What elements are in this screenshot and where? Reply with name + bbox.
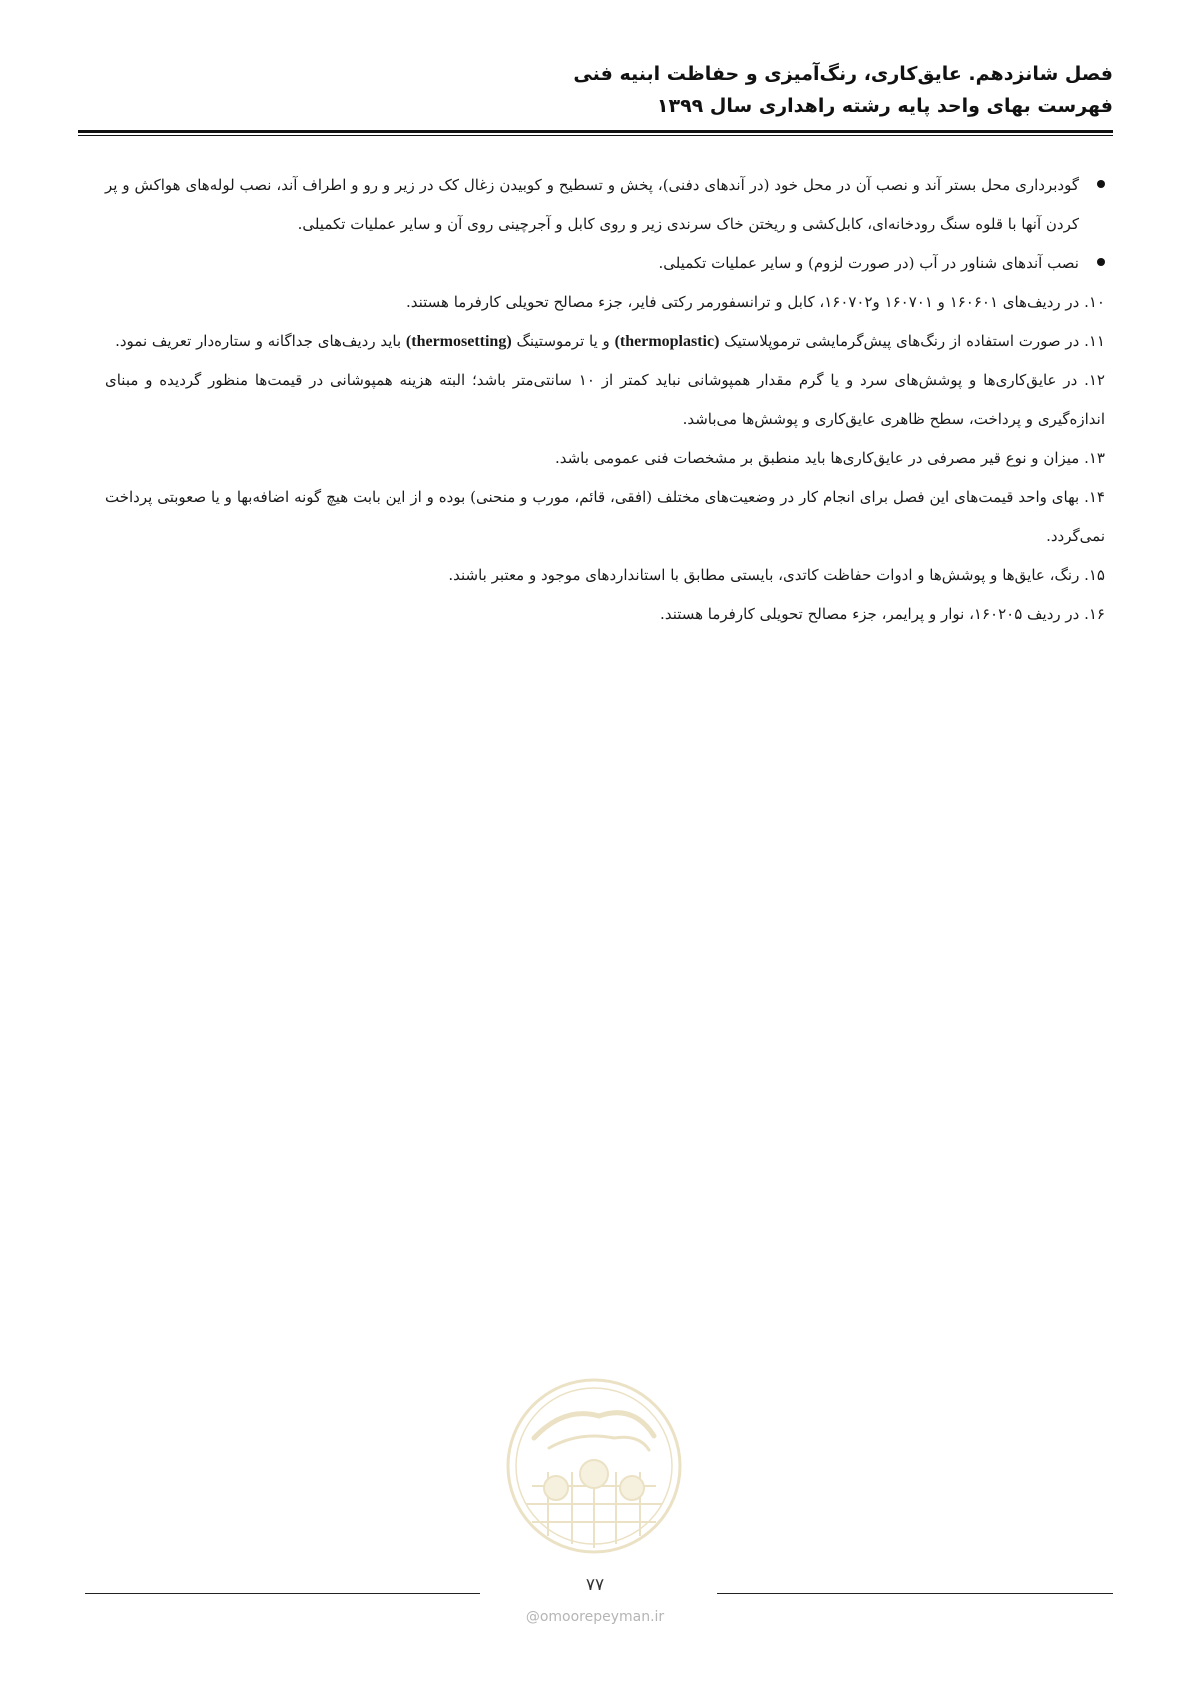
footer-rule	[717, 1593, 1113, 1594]
header-rule	[78, 130, 1113, 133]
body-text	[105, 166, 1105, 634]
bullet-item	[105, 166, 1105, 244]
clause-10: ۱۰. در ردیف‌های ۱۶۰۶۰۱ و ۱۶۰۷۰۱ و۱۶۰۷۰۲، کابل و ترانسفورمر رکتی فایر، جزء مصالح تحویلی کارفرما هستند.	[405, 293, 1105, 311]
site-watermark-text: @omoorepeyman.ir	[525, 1609, 665, 1625]
clause-16: ۱۶. در ردیف ۱۶۰۲۰۵، نوار و پرایمر، جزء مصالح تحویلی کارفرما هستند.	[660, 605, 1105, 623]
clause-11-part-c: باید ردیف‌های جداگانه و ستاره‌دار تعریف نمود.	[115, 332, 402, 350]
clause-15: ۱۵. رنگ، عایق‌ها و پوشش‌ها و ادوات حفاظت کاتدی، بایستی مطابق با استانداردهای موجود و معتبر باشند.	[448, 566, 1105, 584]
bullet-dot-icon	[1097, 180, 1105, 188]
document-title: فهرست بهای واحد پایه رشته راهداری سال ۱۳۹۹	[656, 95, 1113, 117]
header-rule-thin	[78, 135, 1113, 136]
clause-13: ۱۳. میزان و نوع قیر مصرفی در عایق‌کاری‌ها باید منطبق بر مشخصات فنی عمومی باشد.	[554, 449, 1105, 467]
clause-11-part-b: و یا ترموستینگ	[516, 332, 610, 350]
clause-11	[105, 322, 1105, 361]
chapter-title: فصل شانزدهم. عایق‌کاری، رنگ‌آمیزی و حفاظت ابنیه فنی	[573, 63, 1113, 85]
watermark-logo-icon	[504, 1376, 684, 1556]
page-number: ۷۷	[585, 1575, 605, 1595]
clause-12: ۱۲. در عایق‌کاری‌ها و پوشش‌های سرد و یا گرم مقدار همپوشانی نباید کمتر از ۱۰ سانتی‌متر باشد؛ البته هزینه همپوشانی در قیمت‌ها منظور گردیده و مبنای اندازه‌گیری و پرداخت، سطح ظاهری عایق‌کاری و پوشش‌ها می‌باشد.	[105, 371, 1105, 428]
clause-14: ۱۴. بهای واحد قیمت‌های این فصل برای انجام کار در وضعیت‌های مختلف (افقی، قائم، مورب و منحنی) بوده و از این بابت هیچ گونه اضافه‌بها و یا صعوبتی پرداخت نمی‌گردد.	[105, 488, 1105, 545]
clause-11-part-a: ۱۱. در صورت استفاده از رنگ‌های پیش‌گرمایشی ترموپلاستیک	[724, 332, 1105, 350]
page-header	[79, 58, 1113, 122]
bullet-dot-icon	[1097, 258, 1105, 266]
thermosetting-term: (thermosetting)	[405, 333, 512, 350]
bullet-text: نصب آندهای شناور در آب (در صورت لزوم) و سایر عملیات تکمیلی.	[658, 254, 1079, 272]
footer-rule	[85, 1593, 480, 1594]
bullet-item	[105, 244, 1105, 283]
thermoplastic-term: (thermoplastic)	[614, 333, 720, 350]
bullet-text: گودبرداری محل بستر آند و نصب آن در محل خود (در آندهای دفنی)، پخش و تسطیح و کوبیدن زغال کک در زیر و رو و اطراف آند، نصب لوله‌های هواکش و پر کردن آنها با قلوه سنگ رودخانه‌ای، کابل‌کشی و ریختن خاک سرندی زیر و روی کابل و آجرچینی روی آن و سایر عملیات تکمیلی.	[105, 176, 1079, 233]
